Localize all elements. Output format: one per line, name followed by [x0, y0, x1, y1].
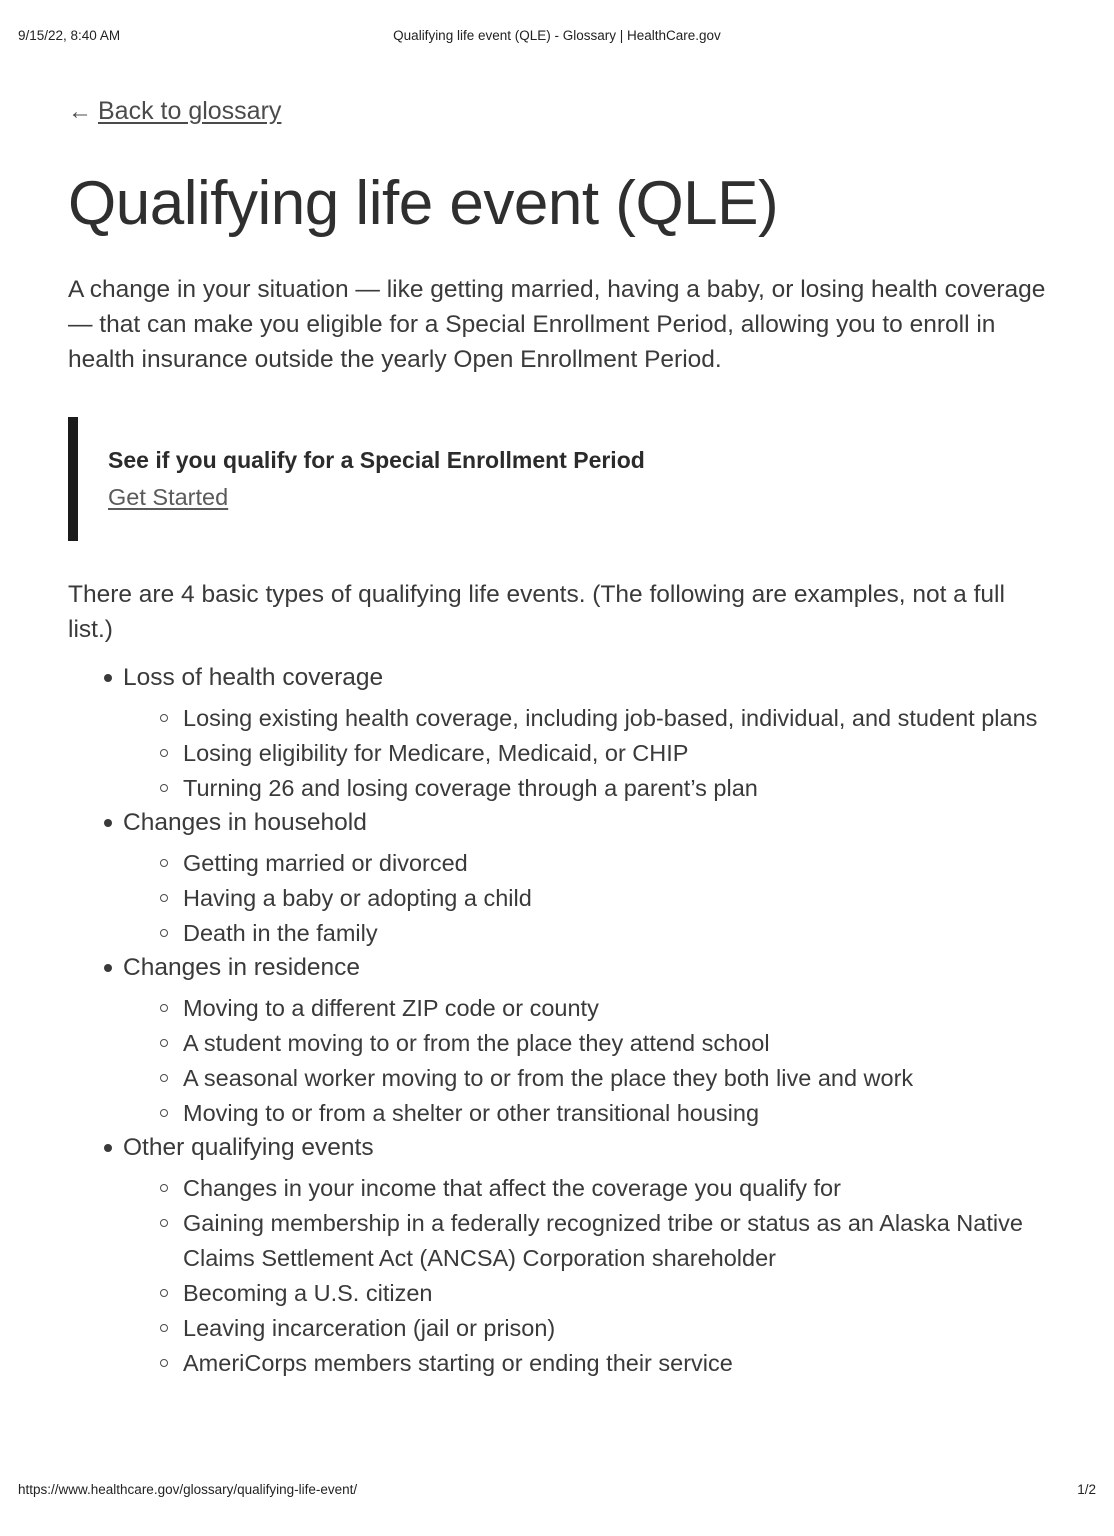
circle-bullet-icon: [160, 784, 168, 792]
category-examples-list: [123, 1171, 1048, 1381]
example-label: A seasonal worker moving to or from the place they both live and work: [183, 1064, 914, 1091]
category-examples-list: [123, 991, 1048, 1131]
list-item: [68, 661, 1048, 806]
page-title: Qualifying life event (QLE): [68, 169, 779, 238]
list-item: [123, 846, 1048, 881]
circle-bullet-icon: [160, 1109, 168, 1117]
example-label: Losing existing health coverage, including job-based, individual, and student plans: [183, 704, 1038, 731]
list-item: [68, 1131, 1048, 1381]
bullet-icon: [104, 1144, 112, 1152]
print-footer: [0, 1482, 1114, 1500]
bullet-icon: [104, 674, 112, 682]
list-item: [123, 1311, 1048, 1346]
example-label: Having a baby or adopting a child: [183, 884, 532, 911]
print-header-title: Qualifying life event (QLE) - Glossary | HealthCare.gov: [393, 28, 721, 43]
example-label: Losing eligibility for Medicare, Medicaid, or CHIP: [183, 739, 689, 766]
example-label: Death in the family: [183, 919, 378, 946]
category-label: Loss of health coverage: [123, 663, 384, 691]
category-examples-list: [123, 846, 1048, 951]
category-examples-list: [123, 701, 1048, 806]
list-item: [68, 806, 1048, 951]
example-label: Turning 26 and losing coverage through a parent’s plan: [183, 774, 758, 801]
list-item: [68, 951, 1048, 1131]
circle-bullet-icon: [160, 1004, 168, 1012]
print-header: [0, 28, 1114, 48]
category-label: Other qualifying events: [123, 1133, 374, 1161]
circle-bullet-icon: [160, 1289, 168, 1297]
page-content: [68, 96, 1048, 1381]
example-label: Moving to a different ZIP code or county: [183, 994, 599, 1021]
example-label: Getting married or divorced: [183, 849, 468, 876]
example-label: Leaving incarceration (jail or prison): [183, 1314, 556, 1341]
circle-bullet-icon: [160, 1184, 168, 1192]
list-item: [123, 771, 1048, 806]
list-item: [123, 1026, 1048, 1061]
special-enrollment-callout: [68, 417, 1048, 541]
list-item: [123, 1206, 1048, 1276]
callout-heading: See if you qualify for a Special Enrollment Period: [108, 446, 645, 473]
example-label: Gaining membership in a federally recognized tribe or status as an Alaska Native Claims Settlement Act (ANCSA) Corporation shareholder: [183, 1209, 1023, 1271]
circle-bullet-icon: [160, 1324, 168, 1332]
circle-bullet-icon: [160, 1219, 168, 1227]
back-to-glossary-link[interactable]: [68, 96, 1048, 127]
intro-paragraph: A change in your situation — like getting married, having a baby, or losing health coverage — that can make you eligible for a Special Enrollment Period, allowing you to enroll in health insurance outside the yearly Open Enrollment Period.: [68, 275, 1046, 373]
circle-bullet-icon: [160, 929, 168, 937]
category-label: Changes in residence: [123, 953, 360, 981]
example-label: Moving to or from a shelter or other transitional housing: [183, 1099, 760, 1126]
list-item: [123, 991, 1048, 1026]
circle-bullet-icon: [160, 1039, 168, 1047]
list-item: [123, 1171, 1048, 1206]
list-item: [123, 881, 1048, 916]
circle-bullet-icon: [160, 894, 168, 902]
list-item: [123, 1061, 1048, 1096]
circle-bullet-icon: [160, 714, 168, 722]
circle-bullet-icon: [160, 749, 168, 757]
circle-bullet-icon: [160, 859, 168, 867]
list-item: [123, 1096, 1048, 1131]
example-label: Changes in your income that affect the coverage you qualify for: [183, 1174, 841, 1201]
print-header-date: 9/15/22, 8:40 AM: [18, 28, 121, 43]
example-label: AmeriCorps members starting or ending their service: [183, 1349, 733, 1376]
example-label: A student moving to or from the place they attend school: [183, 1029, 770, 1056]
qualifying-events-list: [68, 661, 1048, 1381]
bullet-icon: [104, 819, 112, 827]
list-item: [123, 1346, 1048, 1381]
list-item: [123, 701, 1048, 736]
example-label: Becoming a U.S. citizen: [183, 1279, 433, 1306]
arrow-left-icon: ←: [68, 98, 92, 125]
print-footer-url: https://www.healthcare.gov/glossary/qualifying-life-event/: [18, 1482, 358, 1497]
circle-bullet-icon: [160, 1074, 168, 1082]
bullet-icon: [104, 964, 112, 972]
category-label: Changes in household: [123, 808, 367, 836]
back-to-glossary-label: Back to glossary: [98, 97, 282, 125]
lead-paragraph: There are 4 basic types of qualifying life events. (The following are examples, not a full list.): [68, 580, 1005, 643]
list-item: [123, 1276, 1048, 1311]
print-footer-page-number: 1/2: [1077, 1482, 1096, 1497]
circle-bullet-icon: [160, 1359, 168, 1367]
list-item: [123, 916, 1048, 951]
get-started-link[interactable]: Get Started: [108, 483, 229, 510]
list-item: [123, 736, 1048, 771]
